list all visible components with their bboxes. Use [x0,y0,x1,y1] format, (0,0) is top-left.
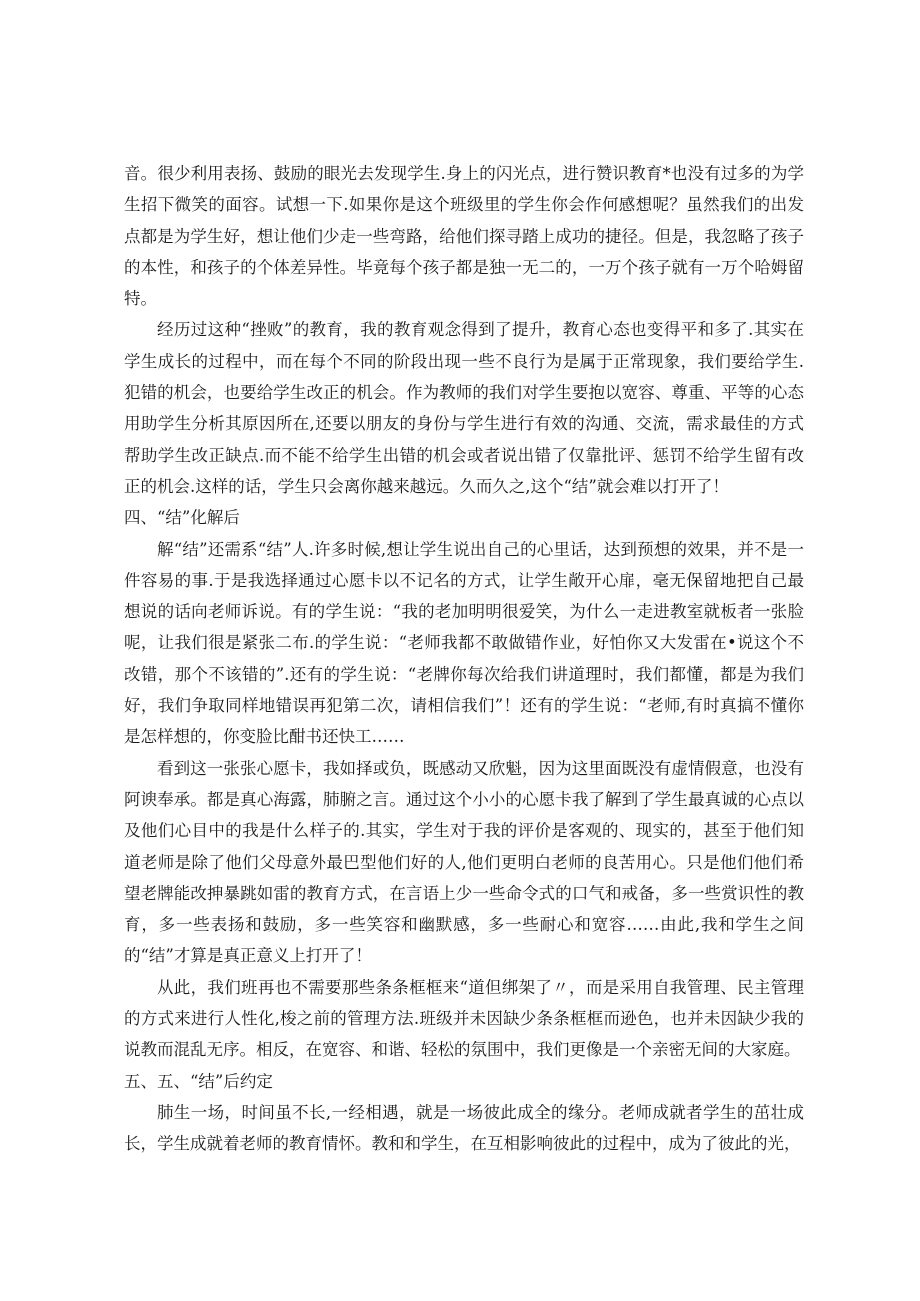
section-heading-four: 四、“结”化解后 [124,508,240,528]
paragraph-wish-cards: 解“结”还需系“结”人.许多时候,想让学生说出自己的心里话，达到预想的效果，并不是一件容易的事.于是我选择通过心愿卡以不记名的方式，让学生敞开心扉，毫无保留地把自己最想说的话向老师诉说。有的学生说：“我的老加明明很爱笑，为什么一走进教室就板者一张脸呢，让我们很是紧张二布.的学生说：“老师我都不敢做错作业，好怕你又大发雷在•说这个不改错，那个不该错的”.还有的学生说：“老牌你每次给我们讲道理时，我们都懂，都是为我们好，我们争取同样地错误再犯第二次，请相信我们”！还有的学生说：“老师,有时真搞不懂你是怎样想的，你变脸比酣书还快工…… [124,539,804,747]
paragraph-wish-cards-reflection: 看到这一张张心愿卡，我如择或负，既感动又欣魁，因为这里面既没有虚情假意，也没有阿谀奉承。都是真心海露，肺腑之言。通过这个小小的心愿卡我了解到了学生最真诚的心点以及他们心目中的我是什么样子的.其实，学生对于我的评价是客观的、现实的，甚至于他们知道老师是除了他们父母意外最巴型他们好的人,他们更明白老师的良苦用心。只是他们他们希望老牌能改抻暴跳如雷的教育方式，在言语上少一些命令式的口气和戒备，多一些赏识性的教育，多一些表扬和鼓励，多一些笑容和幽默感，多一些耐心和宽容……由此,我和学生之间的“结”才算是真正意义上打开了！ [124,758,804,966]
section-heading-five: 五、五、“结”后约定 [124,1071,273,1091]
paragraph-class-management: 从此，我们班再也不需要那些条条框框来“道但绑架了〃，而是采用自我管理、民主管理的方式来进行人性化,梭之前的管理方法.班级并未因缺少条条框框而逊色，也并未因缺少我的说教而混乱无序。相反，在宽容、和谐、轻松的氛围中，我们更像是一个亲密无间的大家庭。 [124,977,804,1060]
document-body [124,158,804,1160]
paragraph-education-reflection: 经历过这种“挫败”的教育，我的教育观念得到了提升，教育心态也变得平和多了.其实在学生成长的过程中，而在每个不同的阶段出现一些不良行为是属于正常现象，我们要给学生.犯错的机会，也要给学生改正的机会。作为教师的我们对学生要抱以宽容、尊重、平等的心态用助学生分析其原因所在,还要以朋友的身份与学生进行有效的沟通、交流，需求最佳的方式帮助学生改正缺点.而不能不给学生出错的机会或者说出错了仅靠批评、惩罚不给学生留有改正的机会.这样的话，学生只会离你越来越远。久而久之,这个“结”就会难以打开了！ [124,320,804,496]
paragraph-teacher-student-bond: 肺生一场，时间虽不长,一经相遇，就是一场彼此成全的缘分。老师成就者学生的茁壮成长，学生成就着老师的教育情怀。教和和学生，在互相影响彼此的过程中，成为了彼此的光， [124,1102,804,1154]
paragraph-intro-continuation: 音。很少利用表扬、鼓励的眼光去发现学生.身上的闪光点，进行赞识教育*也没有过多的为学生招下微笑的面容。试想一下.如果你是这个班级里的学生你会作何感想呢？虽然我们的出发点都是为学生好，想让他们少走一些弯路，给他们探寻踏上成功的捷径。但是，我忽略了孩子的本性，和孩子的个体差异性。毕竟每个孩子都是独一无二的，一万个孩子就有一万个哈姆留特。 [124,164,804,309]
